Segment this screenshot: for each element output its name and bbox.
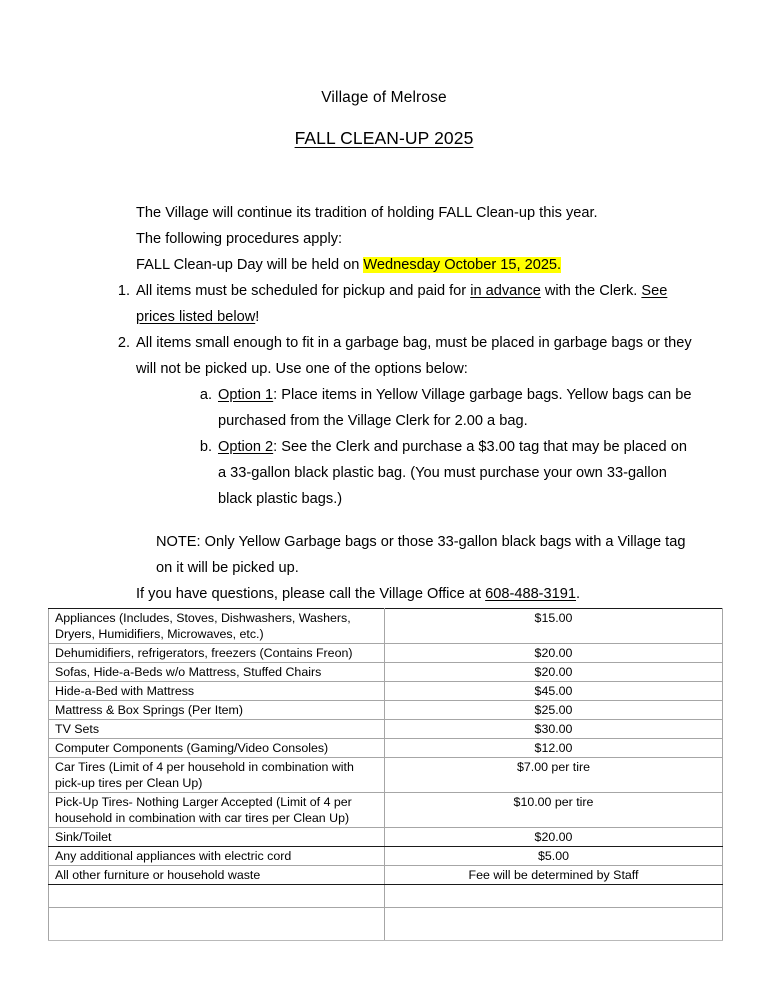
procedure-underline-in-advance: in advance	[470, 283, 541, 299]
table-row	[49, 720, 723, 739]
contact-trail-text: .	[576, 586, 581, 602]
table-cell-price: $25.00	[385, 701, 723, 720]
table-row	[49, 847, 723, 866]
document-body	[117, 200, 692, 607]
table-cell-item: Appliances (Includes, Stoves, Dishwashers, Washers, Dryers, Humidifiers, Microwaves, etc.)	[49, 609, 385, 644]
table-cell-item: Car Tires (Limit of 4 per household in combination with pick-up tires per Clean Up)	[49, 758, 385, 793]
table-row	[49, 793, 723, 828]
table-cell-price: $12.00	[385, 739, 723, 758]
table-cell-price: $20.00	[385, 828, 723, 847]
contact-paragraph	[136, 581, 692, 607]
page-title: Village of Melrose	[321, 89, 447, 106]
event-date-paragraph	[136, 252, 692, 278]
table-row	[49, 682, 723, 701]
table-row	[49, 739, 723, 758]
note-paragraph: NOTE: Only Yellow Garbage bags or those 33-gallon black bags with a Village tag on it will be picked up.	[156, 534, 686, 576]
options-list	[192, 382, 692, 512]
table-row	[49, 609, 723, 644]
page-subtitle	[0, 127, 768, 149]
table-cell-price	[385, 908, 723, 941]
table-row	[49, 866, 723, 885]
page-subtitle-text: FALL CLEAN-UP 2025	[294, 128, 474, 148]
table-cell-item: All other furniture or household waste	[49, 866, 385, 885]
procedure-text-2: All items small enough to fit in a garbage bag, must be placed in garbage bags or they will not be picked up. Use one of the options below:	[136, 335, 692, 377]
table-cell-price: $5.00	[385, 847, 723, 866]
procedures-list	[117, 278, 692, 512]
price-table-body	[49, 609, 723, 941]
table-cell-item	[49, 885, 385, 908]
table-cell-price: $45.00	[385, 682, 723, 701]
procedure-marker-1: 1.	[117, 283, 130, 299]
table-cell-price: $10.00 per tire	[385, 793, 723, 828]
table-cell-price: $20.00	[385, 663, 723, 682]
table-cell-price: $20.00	[385, 644, 723, 663]
option-marker-b: b.	[199, 439, 212, 455]
intro-paragraph	[136, 200, 692, 252]
table-row	[49, 828, 723, 847]
table-cell-item	[49, 908, 385, 941]
procedure-text-1-part2: with the Clerk.	[540, 283, 642, 299]
event-lead-text: FALL Clean-up Day will be held on	[136, 257, 364, 273]
table-cell-item: Pick-Up Tires- Nothing Larger Accepted (Limit of 4 per household in combination with car tires per Clean Up)	[49, 793, 385, 828]
procedure-underline-see-prices: See prices listed below	[136, 283, 668, 325]
table-cell-item: Any additional appliances with electric cord	[49, 847, 385, 866]
table-row	[49, 644, 723, 663]
intro-line-2: The following procedures apply:	[136, 231, 343, 247]
option-marker-a: a.	[199, 387, 212, 403]
procedure-text-1-part1: All items must be scheduled for pickup and paid for	[136, 283, 471, 299]
table-row	[49, 758, 723, 793]
option-text-2: : See the Clerk and purchase a $3.00 tag that may be placed on a 33-gallon black plastic bag. (You must purchase your own 33-gallon black plastic bags.)	[218, 439, 687, 507]
option-label-2: Option 2	[218, 439, 274, 455]
table-cell-item: Sofas, Hide-a-Beds w/o Mattress, Stuffed Chairs	[49, 663, 385, 682]
procedure-marker-2: 2.	[117, 335, 130, 351]
price-table	[48, 608, 723, 941]
table-row	[49, 885, 723, 908]
intro-line-1: The Village will continue its tradition of holding FALL Clean-up this year.	[136, 205, 598, 221]
table-cell-item: Dehumidifiers, refrigerators, freezers (Contains Freon)	[49, 644, 385, 663]
option-label-1: Option 1	[218, 387, 274, 403]
table-cell-item: Sink/Toilet	[49, 828, 385, 847]
table-row	[49, 663, 723, 682]
table-cell-item: Mattress & Box Springs (Per Item)	[49, 701, 385, 720]
table-cell-price: Fee will be determined by Staff	[385, 866, 723, 885]
table-cell-price: $30.00	[385, 720, 723, 739]
table-cell-item: Computer Components (Gaming/Video Consoles)	[49, 739, 385, 758]
contact-lead-text: If you have questions, please call the Village Office at	[136, 586, 486, 602]
event-date-highlight: Wednesday October 15, 2025.	[363, 257, 562, 273]
table-cell-price: $7.00 per tire	[385, 758, 723, 793]
table-row	[49, 701, 723, 720]
table-cell-item: Hide-a-Bed with Mattress	[49, 682, 385, 701]
village-office-phone: 608-488-3191	[485, 586, 577, 602]
option-text-1: : Place items in Yellow Village garbage bags. Yellow bags can be purchased from the Village Clerk for 2.00 a bag.	[218, 387, 692, 429]
procedure-item-1	[110, 278, 692, 330]
procedure-item-2	[110, 330, 692, 512]
table-row	[49, 908, 723, 941]
procedure-text-1-part3: !	[255, 309, 260, 325]
table-cell-price	[385, 885, 723, 908]
table-cell-price: $15.00	[385, 609, 723, 644]
table-cell-item: TV Sets	[49, 720, 385, 739]
option-item-a	[192, 382, 692, 434]
option-item-b	[192, 434, 692, 512]
